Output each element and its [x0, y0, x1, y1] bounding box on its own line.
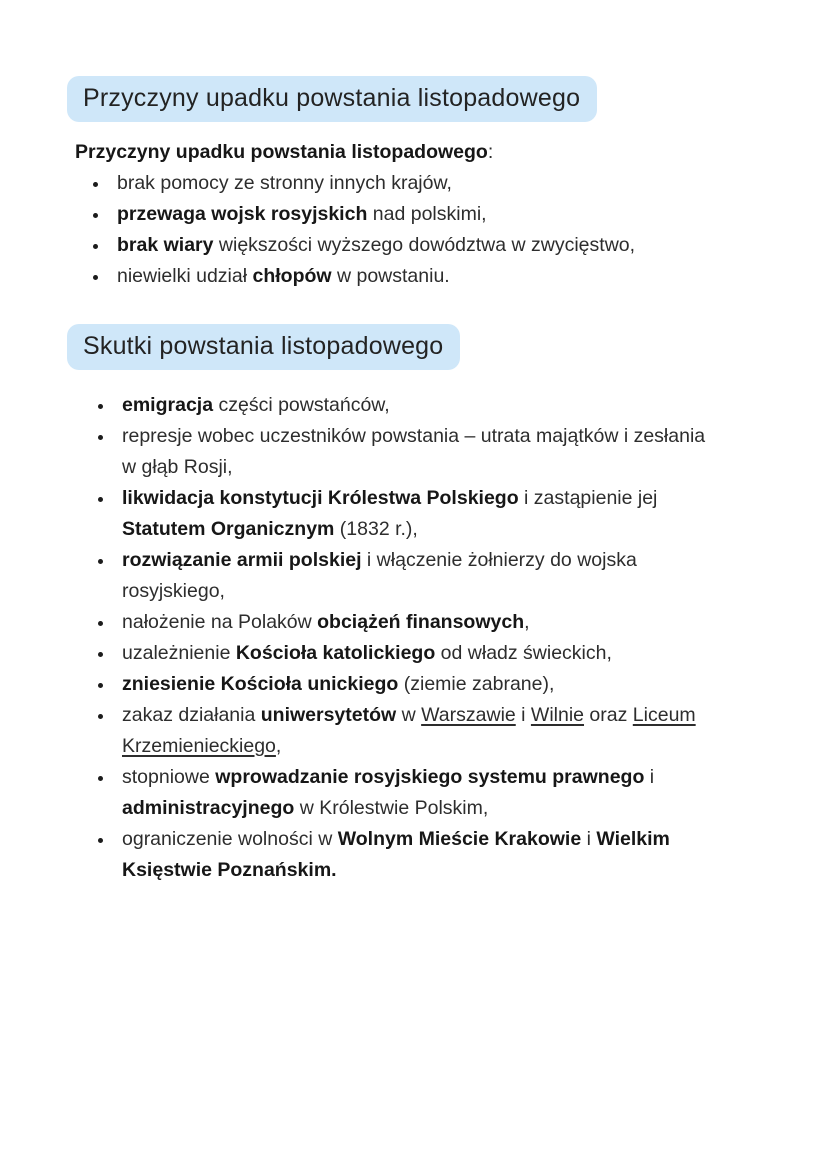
- section-causes: [67, 76, 778, 292]
- section-effects: [67, 324, 778, 886]
- text-segment: zakaz działania: [122, 703, 261, 726]
- bullet-item: [115, 390, 778, 421]
- causes-bullet-list: [67, 168, 778, 292]
- underlined-text: Warszawie: [421, 703, 516, 726]
- bold-text: likwidacja konstytucji Królestwa Polskiego: [122, 486, 519, 509]
- text-segment: uzależnienie: [122, 641, 236, 664]
- bullet-item: [110, 168, 778, 199]
- text-segment: w Królestwie Polskim,: [294, 796, 489, 819]
- bullet-item: [115, 669, 778, 700]
- bold-text: brak wiary: [117, 233, 214, 256]
- bold-text: chłopów: [252, 264, 332, 287]
- text-segment: w głąb Rosji,: [122, 455, 233, 478]
- bullet-item: [115, 700, 778, 762]
- bullet-item: [110, 199, 778, 230]
- bold-text: przewaga wojsk rosyjskich: [117, 202, 368, 225]
- text-segment: od władz świeckich,: [435, 641, 612, 664]
- text-segment: (ziemie zabrane),: [398, 672, 555, 695]
- bullet-item: [110, 261, 778, 292]
- section-heading-effects: Skutki powstania listopadowego: [67, 324, 460, 370]
- bullet-item: [115, 607, 778, 638]
- underlined-text: Wilnie: [530, 703, 585, 726]
- bullet-item: [115, 638, 778, 669]
- text-segment: i zastąpienie jej: [518, 486, 658, 509]
- text-segment: i: [644, 765, 655, 788]
- bold-text: Wolnym Mieście Krakowie: [337, 827, 582, 850]
- bold-text: Statutem Organicznym: [122, 517, 335, 540]
- text-segment: ,: [524, 610, 530, 633]
- section-heading-causes: Przyczyny upadku powstania listopadowego: [67, 76, 597, 122]
- bold-text: zniesienie Kościoła unickiego: [122, 672, 399, 695]
- text-segment: ograniczenie wolności w: [122, 827, 338, 850]
- causes-intro-line: [75, 137, 778, 168]
- text-segment: i włączenie żołnierzy do wojska: [361, 548, 637, 571]
- bullet-item: [115, 545, 778, 607]
- bullet-item: [115, 762, 778, 824]
- text-segment: nad polskimi,: [367, 202, 487, 225]
- text-segment: represje wobec uczestników powstania – utrata majątków i zesłania: [122, 424, 706, 447]
- text-segment: rosyjskiego,: [122, 579, 225, 602]
- bullet-item: [110, 230, 778, 261]
- underlined-text: Krzemienieckiego: [122, 734, 276, 757]
- text-segment: niewielki udział: [117, 264, 253, 287]
- bold-text: obciążeń finansowych: [317, 610, 525, 633]
- bullet-item: [115, 824, 778, 886]
- bold-text: Przyczyny upadku powstania listopadowego: [75, 140, 488, 163]
- text-segment: nałożenie na Polaków: [122, 610, 318, 633]
- bold-text: rozwiązanie armii polskiej: [122, 548, 362, 571]
- text-segment: większości wyższego dowództwa w zwycięstwo,: [213, 233, 636, 256]
- text-segment: brak pomocy ze stronny innych krajów,: [117, 171, 452, 194]
- bold-text: Księstwie Poznańskim.: [122, 858, 337, 881]
- bold-text: Kościoła katolickiego: [235, 641, 436, 664]
- text-segment: i: [515, 703, 531, 726]
- text-segment: oraz: [584, 703, 633, 726]
- text-segment: :: [487, 140, 494, 163]
- bullet-item: [115, 421, 778, 483]
- text-segment: (1832 r.),: [334, 517, 418, 540]
- bold-text: wprowadzanie rosyjskiego systemu prawnego: [215, 765, 645, 788]
- underlined-text: Liceum: [632, 703, 696, 726]
- text-segment: w: [396, 703, 422, 726]
- text-segment: i: [581, 827, 597, 850]
- text-segment: ,: [275, 734, 282, 757]
- bold-text: Wielkim: [596, 827, 670, 850]
- text-segment: części powstańców,: [213, 393, 390, 416]
- bold-text: administracyjnego: [122, 796, 295, 819]
- bold-text: emigracja: [122, 393, 214, 416]
- text-segment: w powstaniu.: [331, 264, 450, 287]
- effects-bullet-list: [67, 390, 778, 886]
- bold-text: uniwersytetów: [260, 703, 397, 726]
- bullet-item: [115, 483, 778, 545]
- text-segment: stopniowe: [122, 765, 216, 788]
